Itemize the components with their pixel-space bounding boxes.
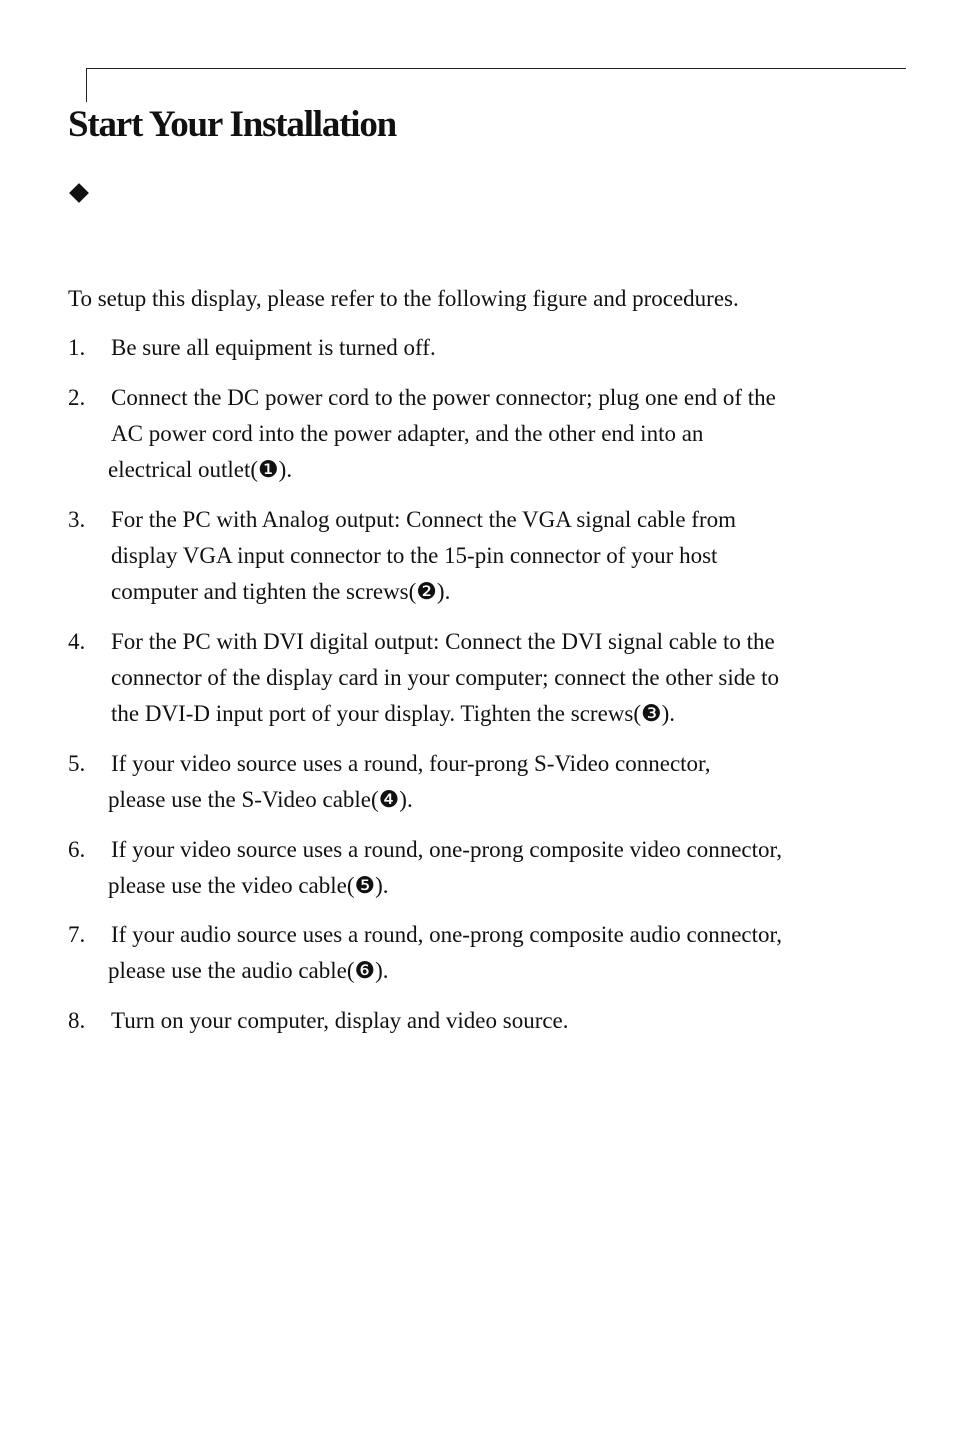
step-line: display VGA input connector to the 15-pin connector of your host	[111, 543, 718, 568]
step-line: connector of the display card in your computer; connect the other side to	[111, 665, 780, 690]
step-text	[111, 502, 898, 610]
step-line: computer and tighten the screws(❷).	[111, 579, 451, 604]
step-text	[111, 1003, 898, 1039]
step-line: Turn on your computer, display and video source.	[111, 1008, 569, 1033]
step-line: If your video source uses a round, four-prong S-Video connector,	[111, 751, 711, 776]
step-line: electrical outlet(❶).	[108, 457, 293, 482]
header-rule-tick	[86, 68, 87, 102]
step-number: 3.	[68, 507, 86, 532]
step-8	[68, 1003, 898, 1039]
step-line: For the PC with Analog output: Connect the VGA signal cable from	[111, 507, 736, 532]
step-number: 1.	[68, 335, 86, 360]
step-text	[108, 380, 898, 488]
header-rule	[86, 68, 906, 69]
step-line: If your video source uses a round, one-prong composite video connector,	[111, 837, 782, 862]
step-line: Connect the DC power cord to the power connector; plug one end of the	[111, 385, 776, 410]
step-number: 2.	[68, 385, 86, 410]
step-text	[108, 917, 898, 989]
step-text	[108, 746, 898, 818]
step-line: AC power cord into the power adapter, and the other end into an	[111, 421, 704, 446]
step-number: 5.	[68, 751, 86, 776]
step-line: For the PC with DVI digital output: Connect the DVI signal cable to the	[111, 629, 775, 654]
step-text	[111, 624, 898, 732]
step-2	[68, 380, 898, 488]
step-text	[108, 832, 898, 904]
step-text	[111, 330, 898, 366]
step-line: please use the audio cable(❻).	[108, 958, 389, 983]
step-line: If your audio source uses a round, one-prong composite audio connector,	[111, 922, 782, 947]
step-number: 7.	[68, 922, 86, 947]
step-5	[68, 746, 898, 818]
step-line: Be sure all equipment is turned off.	[111, 335, 436, 360]
step-number: 6.	[68, 837, 86, 862]
step-line: the DVI-D input port of your display. Tighten the screws(❸).	[111, 701, 676, 726]
step-6	[68, 832, 898, 904]
page-title: Start Your Installation	[68, 104, 397, 145]
step-3	[68, 502, 898, 610]
step-number: 8.	[68, 1008, 86, 1033]
step-1	[68, 330, 898, 366]
intro-text: To setup this display, please refer to the following figure and procedures.	[68, 286, 739, 311]
step-line: please use the video cable(❺).	[108, 873, 389, 898]
step-7	[68, 917, 898, 989]
step-number: 4.	[68, 629, 86, 654]
diamond-bullet-icon	[69, 183, 89, 203]
step-line: please use the S-Video cable(❹).	[108, 787, 413, 812]
step-4	[68, 624, 898, 732]
